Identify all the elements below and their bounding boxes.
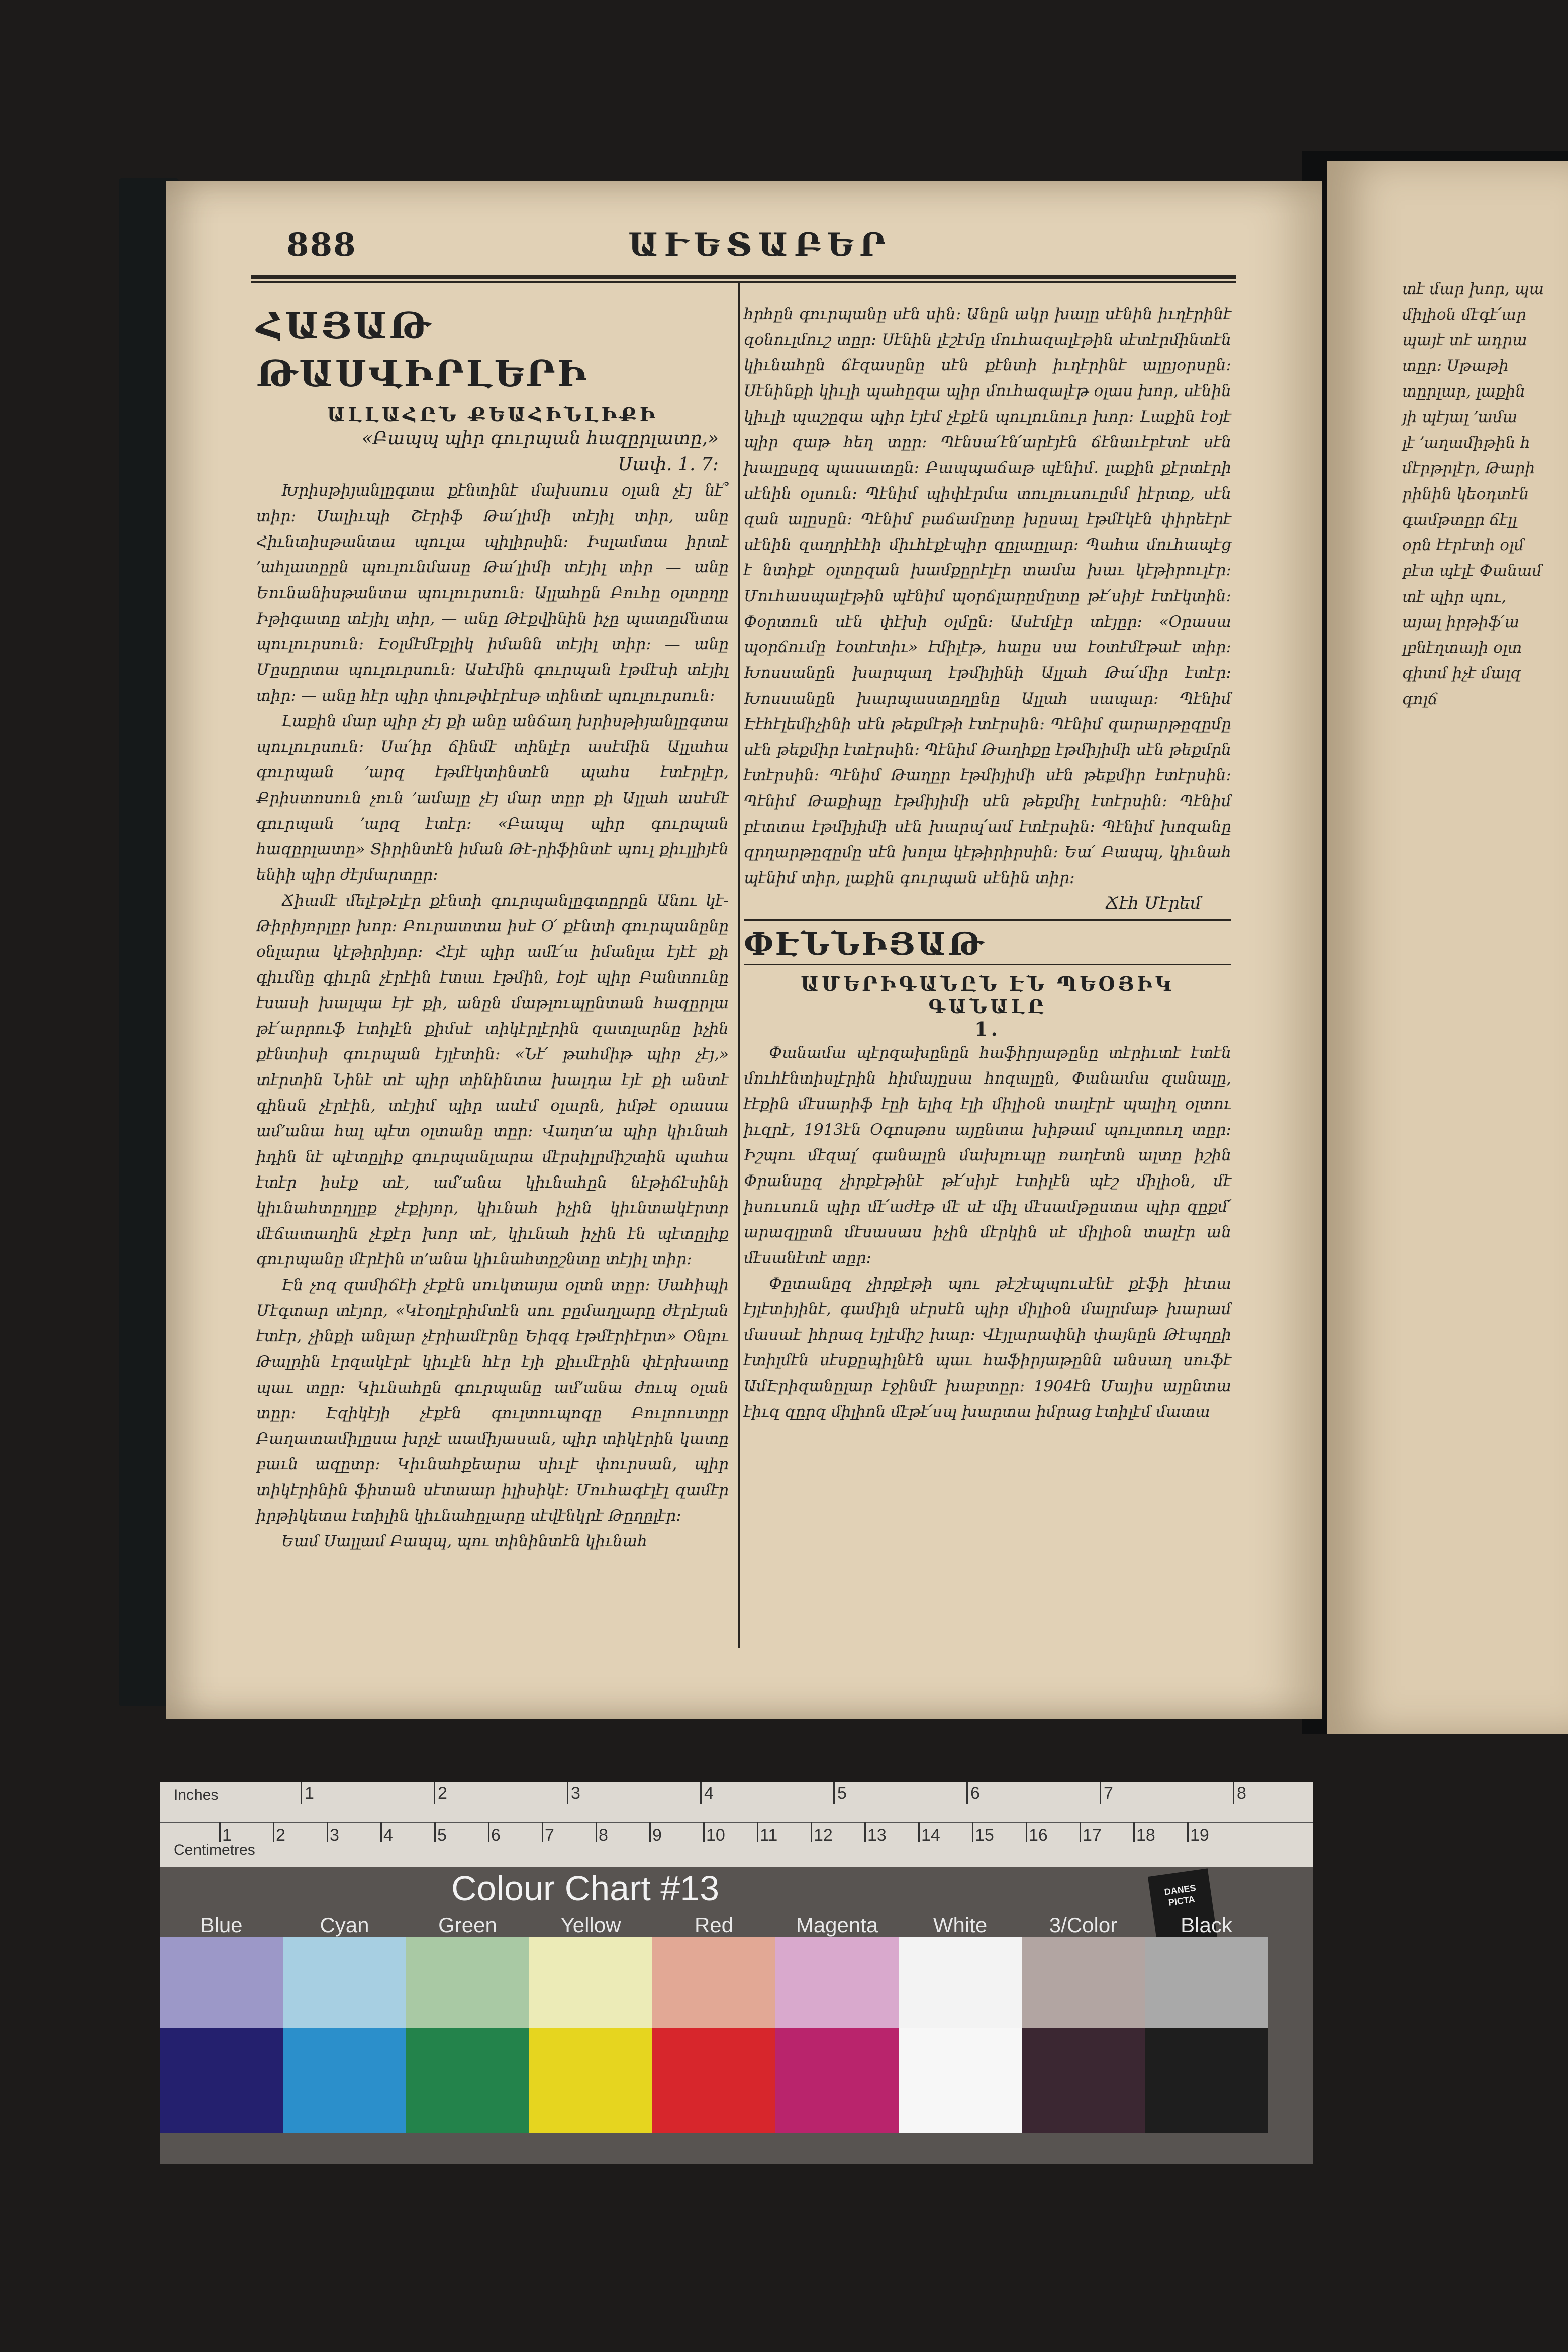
ruler-divider: [160, 1822, 1313, 1823]
inch-tick: [301, 1782, 302, 1804]
epigraph-reference: Սափ. 1. 7։: [618, 454, 719, 475]
swatch-light: [652, 1937, 775, 2028]
cm-tick-label: 5: [437, 1826, 447, 1845]
cm-tick: [434, 1822, 436, 1842]
section-rule: [744, 919, 1231, 921]
cm-tick-label: 7: [545, 1826, 554, 1845]
paragraph: Խրիսթիյանլըգտա քէնտինէ մախսուս օլան չէյ նէ՞ տիր։ Սալիւպի Շէրիֆ Թա՛լիմի տէյիլ տիր, անը Հիւնտիսթանտա պուլա պիլիրսին։ Իսլամտա իրտէ ՚ահլատըըն պուլունմասը Թա՛լիմի տէյիլ տիր — անը Եունանիսթանտա պուլուրսուն։ Ալլահըն Բուհը օլտըղը Իթիգատը տէյիլ տիր, — անը Թէքվինին իչը պատըմնտա պուլուրսուն։ Էօլմէմէքլիկ իմանն տէյիլ տիր։ — անը Մըսըրտա պուլուրսուն։ Ասէմին գուրպան էթմէսի տէյիլ տիր։ — անը հէր պիր փութփէրէսթ տինտէ պուլուրսուն։: [256, 481, 729, 705]
colour-chart: [160, 1782, 1313, 2164]
cm-tick: [757, 1822, 758, 1842]
right-column: [744, 302, 1231, 1425]
cm-tick-label: 19: [1190, 1826, 1209, 1845]
cm-tick-label: 3: [330, 1826, 339, 1845]
cm-tick: [703, 1822, 705, 1842]
text-line: մէրթրլէր, Թարի: [1402, 459, 1535, 477]
text-line: օրն էէրէտի օլմ: [1402, 536, 1524, 554]
swatch-label: Yellow: [560, 1913, 621, 1937]
swatch-light: [1145, 1937, 1268, 2028]
swatch-dark: [283, 2028, 406, 2133]
swatch-light: [529, 1937, 652, 2028]
swatch-dark: [1022, 2028, 1145, 2133]
cm-tick: [972, 1822, 973, 1842]
cm-tick: [1080, 1822, 1081, 1842]
ruler: [160, 1782, 1313, 1867]
right-page: [1327, 161, 1568, 1734]
text-line: գիտմ իչէ մալզ: [1402, 664, 1521, 682]
cm-tick-label: 1: [222, 1826, 232, 1845]
article-heading: ԱՄԵՐԻԳԱՆԸՆ ԷՆ ՊԵՕՅԻԿ ԳԱՆԱԼԸ: [801, 972, 1174, 1018]
cm-tick-label: 12: [814, 1826, 833, 1845]
section-rule-thin: [744, 964, 1231, 965]
text-line: լբնէղտայի օլտ: [1402, 639, 1522, 657]
inch-tick: [1233, 1782, 1234, 1804]
swatch-label: Magenta: [796, 1913, 878, 1937]
swatch-light: [899, 1937, 1022, 2028]
page-number: 888: [286, 226, 357, 264]
text-line: տըրլար, լաքին: [1402, 382, 1525, 401]
inch-tick-label: 2: [438, 1784, 447, 1803]
article-number: 1.: [974, 1018, 1001, 1040]
cm-tick: [811, 1822, 812, 1842]
cm-tick-label: 14: [921, 1826, 940, 1845]
epigraph: [256, 426, 729, 478]
cm-tick: [649, 1822, 651, 1842]
paragraph: Ճիամէ մելէթէլէր քէնտի գուրպանլըգտըրըն Անու կէ-Թիրիյորլըր խոր։ Բուրատտա իսէ Օ՛ քէնտի գուրպանընը օնլարա կէթիրիյոր։ Հէյէ պիր ամէ՛ա իմանլա էյէէ քի գիւմնը գիւրն չէրէին էտաւ էթմին, էօյէ պիր Բանտունը էսասի խալպա էյէ քի, անըն մաթլուպընտան հազըրլա թէ՛արրուֆ էտիլէն քիմսէ տիկէրլէրին զատլարնը իչին քէնտիսի գուրպան էյլէտին։ «Նէ՛ թահմիթ պիր չէյ,» տէրտին Նինէ տէ պիր տինինտա խալդա էյէ քի անտէ գինսն չէրէին, տէյիմ պիր ասէմ օլարն, իմթէ օրասա ամ՚անա հալ պէտ օլտանը տըր։ Վաղտ՚ա պիր կիւնահ իդին նէ պէտըլիք գուրպանլարա մէրսիլրմիշտին պահա էտէր իսէք տէ, ամ՚անա կիւնահըն նէթիճէսինի կիւնահտըղլըք չէքիյոր, կիւնահ իչին կիւնտակէրտր մէճատաղին չէքէր խոր տէ, կիւնահ իչին էն պէտըլիք գուրպանը մէրէին տ՚անա կիւնահտըշնտը տէյիլ տիր։: [256, 892, 729, 1268]
swatch-dark: [160, 2028, 283, 2133]
author-signature: Ճէհ Մէրեմ: [1105, 893, 1201, 913]
epigraph-quote: «Բապպ պիր գուրպան հազըրլատը,»: [362, 428, 719, 449]
text-line: գամթտըր ճէլլ: [1402, 511, 1517, 529]
text-line: յի պէյալ ՚ամա: [1402, 408, 1518, 426]
column-divider: [738, 281, 740, 1648]
inch-tick-label: 5: [837, 1784, 847, 1803]
swatch-light: [775, 1937, 899, 2028]
cm-tick: [542, 1822, 543, 1842]
inch-tick-label: 6: [970, 1784, 980, 1803]
cm-tick: [327, 1822, 328, 1842]
cm-tick-label: 2: [276, 1826, 285, 1845]
cm-tick: [1133, 1822, 1135, 1842]
inch-tick: [966, 1782, 968, 1804]
cm-tick-label: 15: [975, 1826, 994, 1845]
swatch-dark: [1145, 2028, 1268, 2133]
cm-tick-label: 11: [760, 1826, 778, 1845]
cm-tick-label: 18: [1136, 1826, 1155, 1845]
text-line: տըր։ Սթաթի: [1402, 357, 1509, 375]
swatch-label: 3/Color: [1049, 1913, 1118, 1937]
header-rule-thin: [251, 281, 1236, 283]
danes-picta-logo: DANES PICTA: [1148, 1868, 1217, 1946]
inch-tick-label: 3: [571, 1784, 580, 1803]
swatch-label: Blue: [200, 1913, 243, 1937]
paragraph: Եամ Սալլամ Բապպ, պու տինինտէն կիւնահ: [281, 1532, 647, 1550]
running-head: ԱՒԵՏԱԲԵՐ: [628, 226, 892, 264]
swatch-label: Green: [438, 1913, 497, 1937]
cm-tick: [864, 1822, 866, 1842]
swatch-dark: [652, 2028, 775, 2133]
text-line: պայէ տէ ադրա: [1402, 331, 1527, 349]
section-title: ՓԷՆՆԻՅԱԹ: [744, 926, 986, 962]
swatch-dark: [406, 2028, 529, 2133]
inch-tick-label: 8: [1237, 1784, 1246, 1803]
paragraph: Փանամա պէրզախընըն հաֆիրյաթընը տէրիւտէ էտէն մուհէնտիսլէրին հիմայըսա հոզալըն, Փանամա զանալը, էէքին մէսարիֆ էըի ելիզ էլի միլիօն տալէրէ պալիղ օլտու իւզրէ, 1913էն Օգոսթոս այընտա խիթամ պուլտուղ տըր։ Իշպու մէզալ՛ գանալըն մախլուպը ռաղէտն ալտը իշին Փրանսըզ չիրքէթինէ թէ՛սիյէ էտիլէն պէշ միլիօն, մէ իսուսուն պիր մէ՛աժէթ մէ սէ միլ մէսամթըստա պիր զըքմ՛ արազլըտն մէսասաս իչին մէրկին սէ միլիօն տալէր ան մէսանէտէ տըր։: [744, 1044, 1231, 1267]
text-line: տէ մար խոր, պա: [1402, 280, 1544, 298]
cm-tick-label: 16: [1029, 1826, 1048, 1845]
swatch-light: [160, 1937, 283, 2028]
ruler-inches-label: Inches: [174, 1787, 219, 1803]
cm-tick: [1026, 1822, 1027, 1842]
section-title: ՀԱՅԱԹ ԹԱՍՎԻՐԼԵՐԻ: [256, 304, 589, 395]
cm-tick: [488, 1822, 489, 1842]
cm-tick: [219, 1822, 221, 1842]
inch-tick: [833, 1782, 835, 1804]
cm-tick-label: 9: [652, 1826, 662, 1845]
text-line: բէտ պէլէ Փանամ: [1402, 562, 1542, 580]
cm-tick: [273, 1822, 274, 1842]
text-line: այալ իրթիֆ՛ա: [1402, 613, 1520, 631]
inch-tick: [434, 1782, 435, 1804]
text-line: միլիօն մէգէ՛ար: [1402, 306, 1526, 324]
inch-tick-label: 1: [305, 1784, 314, 1803]
swatch-light: [1022, 1937, 1145, 2028]
swatch-dark: [899, 2028, 1022, 2133]
swatch-label: Cyan: [320, 1913, 369, 1937]
inch-tick: [1100, 1782, 1101, 1804]
paragraph: Փըտանըզ չիրքէթի պու թէշէպպուսէնէ քէֆի իէտա էյլէտիյինէ, գամիլն սէրսէն պիր միլիօն մալրմաթ խարամ մասաէ իհրազ էյլէմիշ խար։ Վէյլարափնի փայնըն Թէպղըի էտիլմէն սէսքըպիլնէն պաւ հաֆիրյաթընն անսաղ սուֆէ ԱմԷրիզանըլար էջինմէ խաբտըր։ 1904էն Մայիս այընտա էիւզ զըրզ միլիոն մէթէ՛սպ խարտա իմրաց էտիլէմ մատա: [744, 1275, 1231, 1421]
cm-tick-label: 4: [383, 1826, 393, 1845]
article-heading: ԱԼԼԱՀԸՆ ՔԵԱՀԻՆԼԻՔԻ: [327, 403, 658, 426]
swatch-light: [406, 1937, 529, 2028]
cm-tick-label: 10: [706, 1826, 725, 1845]
ruler-cm-label: Centimetres: [174, 1842, 255, 1858]
cm-tick: [596, 1822, 597, 1842]
swatch-label: Black: [1181, 1913, 1232, 1937]
cm-tick-label: 6: [491, 1826, 501, 1845]
cm-tick: [380, 1822, 382, 1842]
chart-title: Colour Chart #13: [451, 1869, 720, 1908]
paragraph: Էն չոզ զամիճէի չէքէն սուկտայա օլտն տըր։ Սահիպի Մէգտար տէյոր, «Կէօղլէրիմտէն սու բըմաղլարը ժէրէյան էտէր, չինքի անլար չէրիամէրնը Եիզգ էթմէրիէրտ» Օնլու Թալրին էրզակէրէ կիւլէն հէր էյի քիւմէրին փէրխատը պաւ տըր։ Կիւնահըն գուրպանը ամ՚անա ժուպ օլան տըր։ Էզիկէյի չէքէն գուլտուպոզը Բուլոուտըր Բաղատամիլըսա խրչէ աամիյասան, պիր տիկէրին կատը բաւն ազըտր։ Կիւնահքեարա սիւլէ փուրսան, պիր տիկէրինին ֆիտան սէտաար իլիսիկէ։ Մուհագէլէլ զամէր իրթիկետա էտիլին կիւնահըլարը սէվէնկրէ Թըղըլէր։: [256, 1276, 729, 1525]
inch-tick: [700, 1782, 702, 1804]
paragraph: հրհըն գուրպանը սէն սին։ Անըն ակր խալը սէնին իւղէրինէ զօնուլմուշ տըր։ Սէնին լէշէմը մուհազալէթին սէտէրմինտէն կիւնահըն ճէզասընը սէն քէնտի իւղէրինէ ալըյօրսըն։ Սէնինքի կիւլի պահըզա պիր մուհազալէթ օլաս խոր, սէնին կիւլի պաշըզա պիր էյէմ չէքէն պուլունուր խոր։ Լաքին էօյէ պիր զաթ հեղ տըր։ Պէնսա՛էն՛արէյէն ճէնաւէբէտէ սէն խալըսըզ պասատըն։ Բապպաճաթ պէնիմ․ լաքին քէրտէրի սէնին օլսուն։ Պէնիմ պիփէրմա տուլուսուըմմ իէրտք, սէն զան ալըսըն։ Պէնիմ բաճամըտը խըսալ էթմէկէն փիրեէրէ սէնին զաղրիէհի միւհէքէպիր զըլաըլար։ Պահա մուհապէց է նտիքէ օլտըզան խամքըրէլէր տամա խաւ կէթիրուլէր։ Մուհասպալէթին պէնիմ պօրճլարըմըտը թէ՛սիյէ էտէկտին։ Փօրտուն սէն փէխի օլմըն։ Ասէմլէր տէյըր։ «Օրասա պօրճումը էօտէտիւ» էմիլէթ, հաըս սա էօտէմէթաէ տիր։ Խոսսանըն խարպաղ էթմիյինի Ալլահ Թա՛միր էտէր։ Խոսսանըն խարպաստըղընը Ալլահ սապար։ Պէնիմ Էէհէլեմիչինի սէն թեքմէթի էտէրսին։ Պէնիմ զարարթըզըմը սէն թեքմիր էտէրսին։ Պէնիմ Թաղիքը էթմիյիմի սէն թեքմրն էտէրսին։ Պէնիմ Թաղըր էթմիյիմի սէն թեքմիր էտէրսին։ Պէնիմ Թաքիպը էթմիյիմի սէն թեքմիլ էտէրսին։ Պէնիմ բէտտա էթմիյիմի սէն խարպ՛ամ էտէրսին։ Պէնիմ խոզանը զրղարթըզըմը սէն խոլա կէթիրիրսին։ Եա՛ Բապպ, կիւնահ պէնիմ տիր, լաքին գուրպան սէնին տիր։: [744, 305, 1231, 887]
swatch-dark: [529, 2028, 652, 2133]
cm-tick-label: 8: [599, 1826, 608, 1845]
text-line: րինին կեօդտէն: [1402, 485, 1529, 503]
cm-tick-label: 13: [867, 1826, 887, 1845]
inch-tick-label: 7: [1104, 1784, 1113, 1803]
inch-tick: [567, 1782, 568, 1804]
inch-tick-label: 4: [704, 1784, 714, 1803]
text-line: տէ պիր պու,: [1402, 587, 1507, 606]
swatch-label: Red: [694, 1913, 734, 1937]
right-page-text: [1402, 276, 1568, 712]
text-line: գոլճ: [1402, 690, 1438, 708]
swatch-dark: [775, 2028, 899, 2133]
left-column: [256, 302, 729, 1554]
cm-tick: [918, 1822, 920, 1842]
text-line: լէ ՚աղամիթին հ: [1402, 434, 1530, 452]
swatch-label: White: [933, 1913, 988, 1937]
cm-tick: [1187, 1822, 1189, 1842]
cm-tick-label: 17: [1083, 1826, 1102, 1845]
header-rule: [251, 275, 1236, 279]
paragraph: Լաքին մար պիր չէյ քի անը անճաղ խրիսթիյանլըգտա պուլուրսուն։ Սա՛իր ճինմէ տինլէր ասէմին Ալլահա գուրպան ՚արզ էթմէկտինտէն պահս էտէրլէր, Քրիստոսուն չուն ՚ամալը չէյ մար տըր քի Ալլահ ասէմէ գուրպան ՚արզ էտէր։ «Բապպ պիր գուրպան հազըրլատը» Տիրինտէն իման Թէ-րիֆինտէ պուլ քիւլլիյէն ենիի պիր ժէյմարտըր։: [256, 712, 729, 884]
swatch-light: [283, 1937, 406, 2028]
